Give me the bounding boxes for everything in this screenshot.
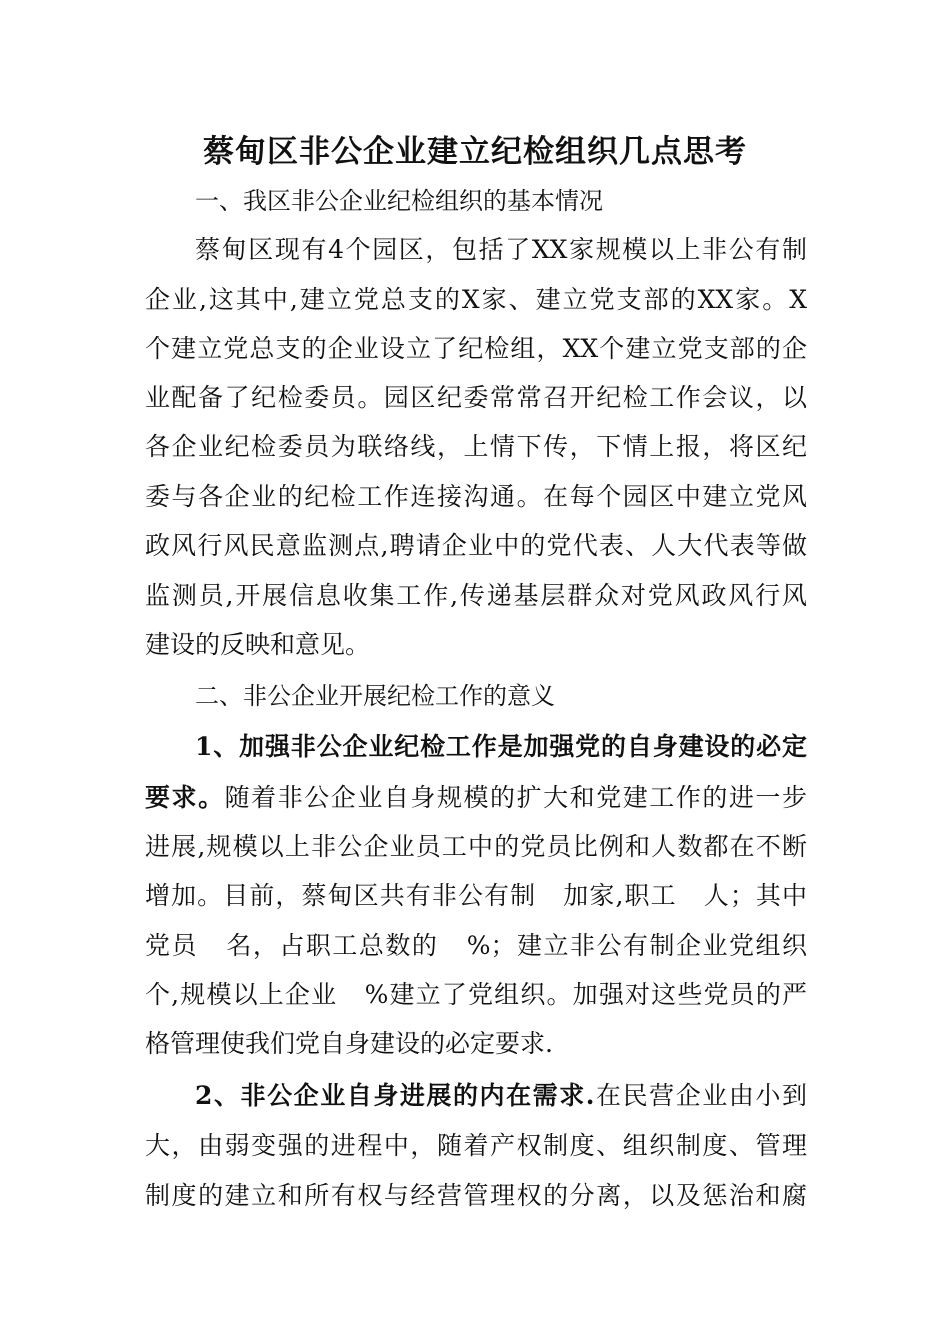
point-heading-1-end: 要求。	[145, 783, 225, 812]
paragraph-line: 企业,这其中,建立党总支的X家、建立党支部的XX家。X	[145, 285, 807, 314]
paragraph-line: 增加。目前，蔡甸区共有非公有制 加家,职工 人；其中	[145, 881, 807, 910]
paragraph-line: 各企业纪检委员为联络线，上情下传，下情上报，将区纪	[145, 432, 807, 461]
paragraph-line: 大，由弱变强的进程中，随着产权制度、组织制度、管理	[145, 1131, 807, 1160]
paragraph-line: 监测员,开展信息收集工作,传递基层群众对党风政风行风	[145, 581, 807, 610]
paragraph-line: 委与各企业的纪检工作连接沟通。在每个园区中建立党风	[145, 482, 807, 511]
paragraph-line: 党员 名，占职工总数的 %；建立非公有制企业党组织	[145, 931, 807, 960]
paragraph-line: 业配备了纪检委员。园区纪委常常召开纪检工作会议，以	[145, 383, 807, 412]
paragraph-line: 蔡甸区现有4个园区，包括了XX家规模以上非公有制	[195, 235, 807, 264]
paragraph-line: 政风行风民意监测点,聘请企业中的党代表、人大代表等做	[145, 531, 807, 560]
section-heading-1: 一、我区非公企业纪检组织的基本情况	[195, 187, 603, 215]
point-heading-1: 1、加强非公企业纪检工作是加强党的自身建设的必定	[195, 732, 807, 761]
point-heading-2: 2、非公企业自身进展的内在需求.	[195, 1081, 595, 1110]
paragraph-text: 随着非公企业自身规模的扩大和党建工作的进一步	[224, 783, 807, 812]
paragraph-line	[195, 1076, 807, 1116]
paragraph-line: 建设的反映和意见。	[145, 630, 371, 659]
paragraph-text: 在民营企业由小到	[594, 1081, 807, 1110]
document-title: 蔡甸区非公企业建立纪检组织几点思考	[203, 134, 747, 170]
paragraph-line: 制度的建立和所有权与经营管理权的分离，以及惩治和腐	[145, 1181, 807, 1210]
paragraph-line: 格管理使我们党自身建设的必定要求.	[145, 1029, 553, 1058]
paragraph-line: 进展,规模以上非公企业员工中的党员比例和人数都在不断	[145, 832, 807, 861]
paragraph-line: 个建立党总支的企业设立了纪检组，XX个建立党支部的企	[145, 334, 807, 363]
section-heading-2: 二、非公企业开展纪检工作的意义	[195, 682, 555, 710]
paragraph-line	[145, 778, 807, 818]
paragraph-line: 个,规模以上企业 %建立了党组织。加强对这些党员的严	[145, 980, 807, 1009]
